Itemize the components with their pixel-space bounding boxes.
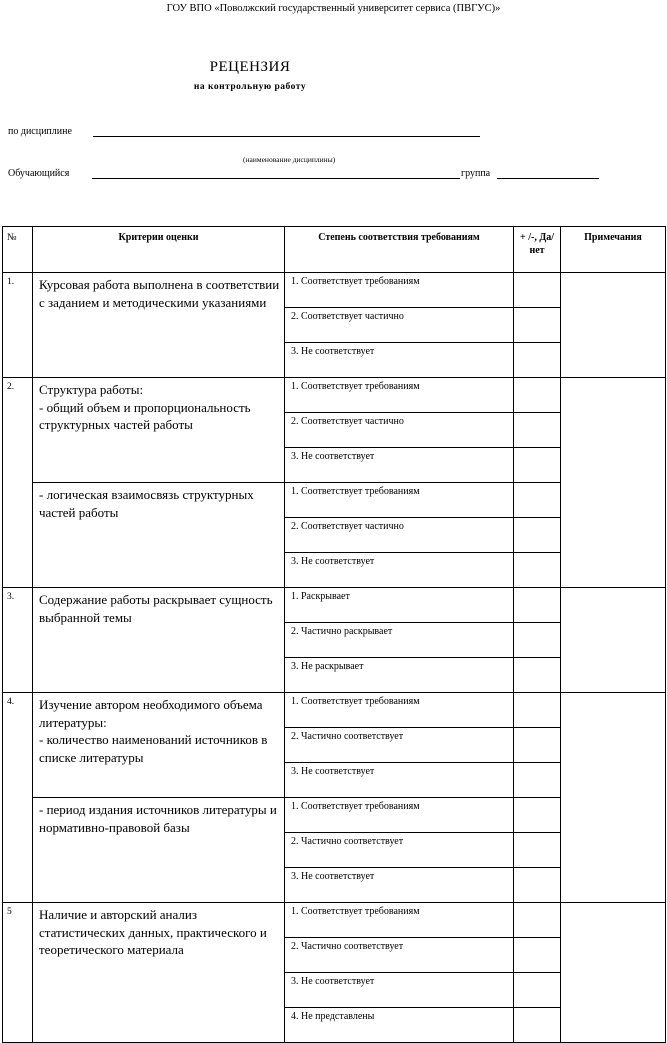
mark-cell[interactable] bbox=[514, 413, 561, 448]
notes-cell[interactable] bbox=[561, 378, 666, 588]
discipline-hint: (наименование дисциплины) bbox=[243, 155, 336, 164]
criterion-number: 1. bbox=[3, 273, 33, 378]
col-header-mark: + /-, Да/нет bbox=[514, 227, 561, 273]
document-title: РЕЦЕНЗИЯ bbox=[209, 59, 291, 75]
group-label: группа bbox=[461, 168, 491, 179]
discipline-label: по дисциплине bbox=[8, 126, 72, 137]
degree-option: 3. Не соответствует bbox=[285, 343, 514, 378]
degree-option: 2. Частично соответствует bbox=[285, 938, 514, 973]
mark-cell[interactable] bbox=[514, 448, 561, 483]
degree-option: 3. Не соответствует bbox=[285, 973, 514, 1008]
degree-option: 2. Частично соответствует bbox=[285, 833, 514, 868]
review-table bbox=[2, 226, 666, 1043]
criterion-text: Структура работы: - общий объем и пропорциональность структурных частей работы bbox=[33, 378, 285, 483]
criterion-text: Курсовая работа выполнена в соответствии с заданием и методическими указаниями bbox=[33, 273, 285, 378]
mark-cell[interactable] bbox=[514, 378, 561, 413]
mark-cell[interactable] bbox=[514, 273, 561, 308]
table-row bbox=[3, 693, 666, 728]
mark-cell[interactable] bbox=[514, 728, 561, 763]
mark-cell[interactable] bbox=[514, 1008, 561, 1043]
degree-option: 1. Соответствует требованиям bbox=[285, 273, 514, 308]
student-label: Обучающийся bbox=[8, 168, 70, 179]
criterion-text: Изучение автором необходимого объема литературы: - количество наименований источников в списке литературы bbox=[33, 693, 285, 798]
mark-cell[interactable] bbox=[514, 903, 561, 938]
degree-option: 1. Соответствует требованиям bbox=[285, 903, 514, 938]
table-row bbox=[3, 273, 666, 308]
degree-option: 1. Соответствует требованиям bbox=[285, 483, 514, 518]
criterion-number: 4. bbox=[3, 693, 33, 903]
degree-option: 3. Не соответствует bbox=[285, 868, 514, 903]
criterion-text: - логическая взаимосвязь структурных частей работы bbox=[33, 483, 285, 588]
degree-option: 3. Не соответствует bbox=[285, 553, 514, 588]
discipline-field[interactable] bbox=[93, 136, 480, 137]
degree-option: 1. Соответствует требованиям bbox=[285, 378, 514, 413]
mark-cell[interactable] bbox=[514, 833, 561, 868]
mark-cell[interactable] bbox=[514, 868, 561, 903]
criterion-number: 5 bbox=[3, 903, 33, 1043]
col-header-num: № bbox=[3, 227, 33, 273]
mark-cell[interactable] bbox=[514, 798, 561, 833]
degree-option: 1. Соответствует требованиям bbox=[285, 693, 514, 728]
notes-cell[interactable] bbox=[561, 588, 666, 693]
mark-cell[interactable] bbox=[514, 623, 561, 658]
mark-cell[interactable] bbox=[514, 763, 561, 798]
table-header-row bbox=[3, 227, 666, 273]
mark-cell[interactable] bbox=[514, 973, 561, 1008]
col-header-degree: Степень соответствия требованиям bbox=[285, 227, 514, 273]
group-field[interactable] bbox=[497, 178, 599, 179]
degree-option: 4. Не представлены bbox=[285, 1008, 514, 1043]
mark-cell[interactable] bbox=[514, 658, 561, 693]
degree-option: 3. Не соответствует bbox=[285, 763, 514, 798]
criterion-number: 3. bbox=[3, 588, 33, 693]
mark-cell[interactable] bbox=[514, 343, 561, 378]
criterion-number: 2. bbox=[3, 378, 33, 588]
degree-option: 2. Соответствует частично bbox=[285, 308, 514, 343]
mark-cell[interactable] bbox=[514, 693, 561, 728]
notes-cell[interactable] bbox=[561, 903, 666, 1043]
notes-cell[interactable] bbox=[561, 693, 666, 903]
degree-option: 2. Соответствует частично bbox=[285, 413, 514, 448]
mark-cell[interactable] bbox=[514, 553, 561, 588]
mark-cell[interactable] bbox=[514, 308, 561, 343]
mark-cell[interactable] bbox=[514, 483, 561, 518]
criterion-text: Наличие и авторский анализ статистических данных, практического и теоретического материала bbox=[33, 903, 285, 1043]
degree-option: 2. Частично раскрывает bbox=[285, 623, 514, 658]
mark-cell[interactable] bbox=[514, 518, 561, 553]
col-header-criteria: Критерии оценки bbox=[33, 227, 285, 273]
col-header-notes: Примечания bbox=[561, 227, 666, 273]
degree-option: 1. Соответствует требованиям bbox=[285, 798, 514, 833]
mark-cell[interactable] bbox=[514, 938, 561, 973]
degree-option: 1. Раскрывает bbox=[285, 588, 514, 623]
table-body bbox=[3, 273, 666, 1043]
degree-option: 2. Соответствует частично bbox=[285, 518, 514, 553]
student-field[interactable] bbox=[92, 178, 460, 179]
table-row bbox=[3, 378, 666, 413]
criterion-text: - период издания источников литературы и нормативно-правовой базы bbox=[33, 798, 285, 903]
table-row bbox=[3, 588, 666, 623]
mark-cell[interactable] bbox=[514, 588, 561, 623]
degree-option: 3. Не раскрывает bbox=[285, 658, 514, 693]
document-subtitle: на контрольную работу bbox=[193, 82, 307, 92]
organization-name: ГОУ ВПО «Поволжский государственный университет сервиса (ПВГУС)» bbox=[166, 3, 501, 14]
degree-option: 2. Частично соответствует bbox=[285, 728, 514, 763]
degree-option: 3. Не соответствует bbox=[285, 448, 514, 483]
table-row bbox=[3, 903, 666, 938]
notes-cell[interactable] bbox=[561, 273, 666, 378]
criterion-text: Содержание работы раскрывает сущность выбранной темы bbox=[33, 588, 285, 693]
